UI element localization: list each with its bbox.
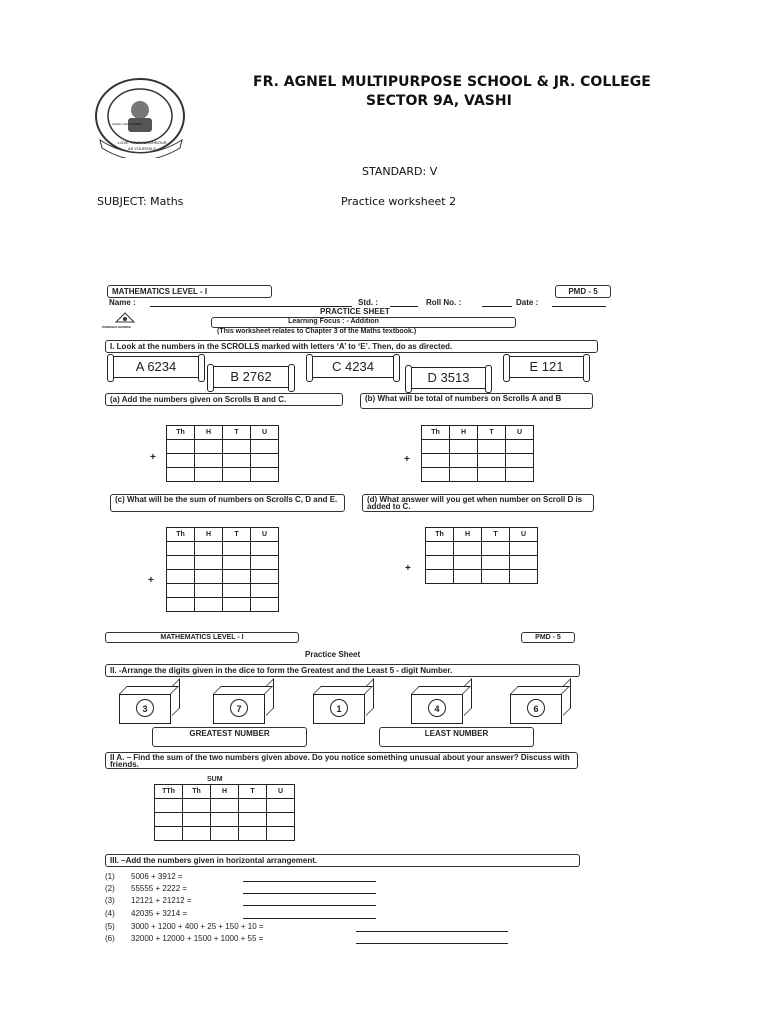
grid-cell[interactable] [450,468,478,482]
grid-cell[interactable] [167,440,195,454]
grid-cell[interactable] [183,799,211,813]
die-2 [213,694,265,724]
grid-cell[interactable] [251,468,279,482]
row-expression: 55555 + 2222 = [131,884,188,893]
grid-cell[interactable] [239,813,267,827]
grid-cell[interactable] [251,570,279,584]
standard-label: STANDARD: V [362,165,438,178]
die-digit: 3 [136,699,154,717]
grid-row [167,542,279,556]
row-number: (6) [105,934,115,943]
sum-grid [154,784,295,841]
grid-cell[interactable] [223,584,251,598]
plus-sign-a: + [150,452,156,463]
grid-row [167,454,279,468]
grid-cell[interactable] [482,542,510,556]
grid-column-header: TTh [155,785,183,799]
code-badge: PMD - 5 [555,285,611,298]
grid-header-row [167,528,279,542]
grid-cell[interactable] [482,570,510,584]
grid-cell[interactable] [155,827,183,841]
grid-cell[interactable] [251,542,279,556]
grid-cell[interactable] [510,542,538,556]
grid-column-header: U [267,785,295,799]
scroll-d: D 3513 [409,367,488,389]
grid-column-header: H [195,528,223,542]
row-expression: 5006 + 3912 = [131,872,183,881]
answer-line[interactable] [243,918,376,919]
grid-cell[interactable] [211,813,239,827]
grid-row [167,440,279,454]
grid-row [426,542,538,556]
grid-b [421,425,534,482]
std-field[interactable] [390,306,418,307]
die-5 [510,694,562,724]
row-expression: 32000 + 12000 + 1500 + 1000 + 55 = [131,934,264,943]
grid-cell[interactable] [195,598,223,612]
grid-column-header: Th [183,785,211,799]
scroll-b: B 2762 [211,366,291,388]
question-2a: II A. – Find the sum of the two numbers given above. Do you notice something unusual about your answer? Discuss with friends. [105,752,578,769]
logo-motto-line1: LOVE YOUR NEIGHBOUR [118,140,167,145]
row-number: (4) [105,909,115,918]
subject-label: SUBJECT: Maths [97,195,184,208]
plus-sign-d: + [405,563,411,574]
grid-cell[interactable] [167,570,195,584]
greatest-number-box[interactable] [152,727,307,747]
grid-row [167,598,279,612]
publisher-name: PARIKSHA KENDRA [102,325,132,329]
grid-cell[interactable] [211,827,239,841]
grid-cell[interactable] [422,454,450,468]
grid-cell[interactable] [510,570,538,584]
grid-row [155,827,295,841]
grid-c [166,527,279,612]
grid-d [425,527,538,584]
question-1: I. Look at the numbers in the SCROLLS marked with letters ‘A’ to ‘E’. Then, do as directed. [105,340,598,353]
grid-row [167,584,279,598]
grid-column-header: H [450,426,478,440]
answer-line[interactable] [243,893,376,894]
logo-place: VASHI, NAVI MUMBAI [112,122,143,126]
row-number: (2) [105,884,115,893]
school-name: FR. AGNEL MULTIPURPOSE SCHOOL & JR. COLLEGE [253,74,651,90]
chapter-note: (This worksheet relates to Chapter 3 of the Maths textbook.) [217,328,417,335]
grid-cell[interactable] [506,454,534,468]
grid-cell[interactable] [167,468,195,482]
die-digit: 7 [230,699,248,717]
grid-cell[interactable] [155,799,183,813]
die-digit: 4 [428,699,446,717]
grid-cell[interactable] [450,454,478,468]
scroll-a: A 6234 [111,356,201,378]
grid-row [167,570,279,584]
worksheet-title: Practice worksheet 2 [341,195,457,208]
die-4 [411,694,463,724]
question-d: (d) What answer will you get when number on Scroll D is added to C. [362,494,594,512]
die-3 [313,694,365,724]
grid-column-header: Th [426,528,454,542]
plus-sign-b: + [404,454,410,465]
roll-label: Roll No. : [426,298,462,307]
greatest-number-label: GREATEST NUMBER [189,729,270,738]
grid-column-header: T [239,785,267,799]
plus-sign-c: + [148,575,154,586]
grid-column-header: T [482,528,510,542]
grid-cell[interactable] [510,556,538,570]
grid-cell[interactable] [239,827,267,841]
grid-cell[interactable] [251,440,279,454]
grid-cell[interactable] [167,598,195,612]
grid-cell[interactable] [183,827,211,841]
grid-row [422,454,534,468]
grid-cell[interactable] [183,813,211,827]
least-number-label: LEAST NUMBER [424,729,489,738]
grid-cell[interactable] [195,584,223,598]
grid-column-header: Th [422,426,450,440]
die-digit: 1 [330,699,348,717]
question-c: (c) What will be the sum of numbers on Scrolls C, D and E. [110,494,345,512]
question-3: III. –Add the numbers given in horizontal arrangement. [105,854,580,867]
least-number-box[interactable] [379,727,534,747]
grid-cell[interactable] [195,468,223,482]
grid-row [155,799,295,813]
sheet-title: PRACTICE SHEET [320,307,390,316]
grid-column-header: U [510,528,538,542]
grid-header-row [426,528,538,542]
grid-header-row [422,426,534,440]
grid-cell[interactable] [454,570,482,584]
logo-motto-line2: AS YOURSELF [128,146,156,151]
grid-cell[interactable] [223,440,251,454]
grid-cell[interactable] [195,570,223,584]
answer-line[interactable] [356,931,508,932]
die-digit: 6 [527,699,545,717]
name-label: Name : [109,298,136,307]
grid-cell[interactable] [223,454,251,468]
grid-cell[interactable] [223,556,251,570]
row-number: (3) [105,896,115,905]
code-badge-2: PMD - 5 [521,632,575,643]
grid-cell[interactable] [167,556,195,570]
level-banner: MATHEMATICS LEVEL - I [107,285,272,298]
grid-header-row [167,426,279,440]
grid-row [167,468,279,482]
grid-cell[interactable] [482,556,510,570]
date-label: Date : [516,298,539,307]
grid-a [166,425,279,482]
grid-column-header: T [478,426,506,440]
grid-cell[interactable] [426,556,454,570]
grid-row [426,570,538,584]
grid-column-header: U [251,426,279,440]
grid-cell[interactable] [454,556,482,570]
grid-cell[interactable] [478,440,506,454]
grid-cell[interactable] [251,584,279,598]
grid-cell[interactable] [450,440,478,454]
grid-cell[interactable] [167,584,195,598]
row-expression: 42035 + 3214 = [131,909,188,918]
grid-cell[interactable] [506,468,534,482]
grid-cell[interactable] [195,440,223,454]
grid-header-row [155,785,295,799]
grid-cell[interactable] [167,542,195,556]
grid-cell[interactable] [251,454,279,468]
answer-line[interactable] [243,905,376,906]
grid-column-header: H [211,785,239,799]
row-number: (1) [105,872,115,881]
grid-cell[interactable] [195,454,223,468]
grid-cell[interactable] [267,827,295,841]
grid-cell[interactable] [506,440,534,454]
die-1 [119,694,171,724]
school-sector: SECTOR 9A, VASHI [366,93,512,109]
grid-cell[interactable] [239,799,267,813]
grid-row [167,556,279,570]
grid-cell[interactable] [267,813,295,827]
grid-cell[interactable] [478,468,506,482]
grid-cell[interactable] [422,468,450,482]
scroll-c: C 4234 [310,356,396,378]
grid-row [426,556,538,570]
level-banner-2: MATHEMATICS LEVEL - I [105,632,299,643]
grid-column-header: H [195,426,223,440]
grid-cell[interactable] [167,454,195,468]
roll-field[interactable] [482,306,512,307]
grid-row [422,468,534,482]
grid-cell[interactable] [155,813,183,827]
grid-cell[interactable] [223,570,251,584]
grid-cell[interactable] [195,556,223,570]
grid-cell[interactable] [211,799,239,813]
grid-column-header: U [506,426,534,440]
grid-column-header: Th [167,426,195,440]
grid-cell[interactable] [478,454,506,468]
sheet-title-2: Practice Sheet [305,650,361,659]
grid-cell[interactable] [426,542,454,556]
grid-cell[interactable] [422,440,450,454]
std-label: Std. : [358,298,378,307]
grid-column-header: H [454,528,482,542]
grid-column-header: T [223,426,251,440]
grid-column-header: U [251,528,279,542]
grid-column-header: Th [167,528,195,542]
grid-cell[interactable] [195,542,223,556]
sum-label: SUM [207,776,223,783]
scroll-e: E 121 [507,356,586,378]
question-a: (a) Add the numbers given on Scrolls B and C. [105,393,343,406]
answer-line[interactable] [356,943,508,944]
grid-row [155,813,295,827]
grid-cell[interactable] [267,799,295,813]
publisher-logo-icon [106,312,144,326]
row-expression: 3000 + 1200 + 400 + 25 + 150 + 10 = [131,922,264,931]
answer-line[interactable] [243,881,376,882]
date-field[interactable] [552,306,606,307]
learning-focus: Learning Focus : - Addition [211,317,516,328]
grid-column-header: T [223,528,251,542]
row-number: (5) [105,922,115,931]
grid-row [422,440,534,454]
grid-cell[interactable] [223,542,251,556]
grid-cell[interactable] [426,570,454,584]
grid-cell[interactable] [223,598,251,612]
grid-cell[interactable] [251,598,279,612]
question-b: (b) What will be total of numbers on Scrolls A and B [360,393,593,409]
row-expression: 12121 + 21212 = [131,896,192,905]
grid-cell[interactable] [454,542,482,556]
grid-cell[interactable] [223,468,251,482]
grid-cell[interactable] [251,556,279,570]
question-2: II. -Arrange the digits given in the dice to form the Greatest and the Least 5 - digit Number. [105,664,580,677]
